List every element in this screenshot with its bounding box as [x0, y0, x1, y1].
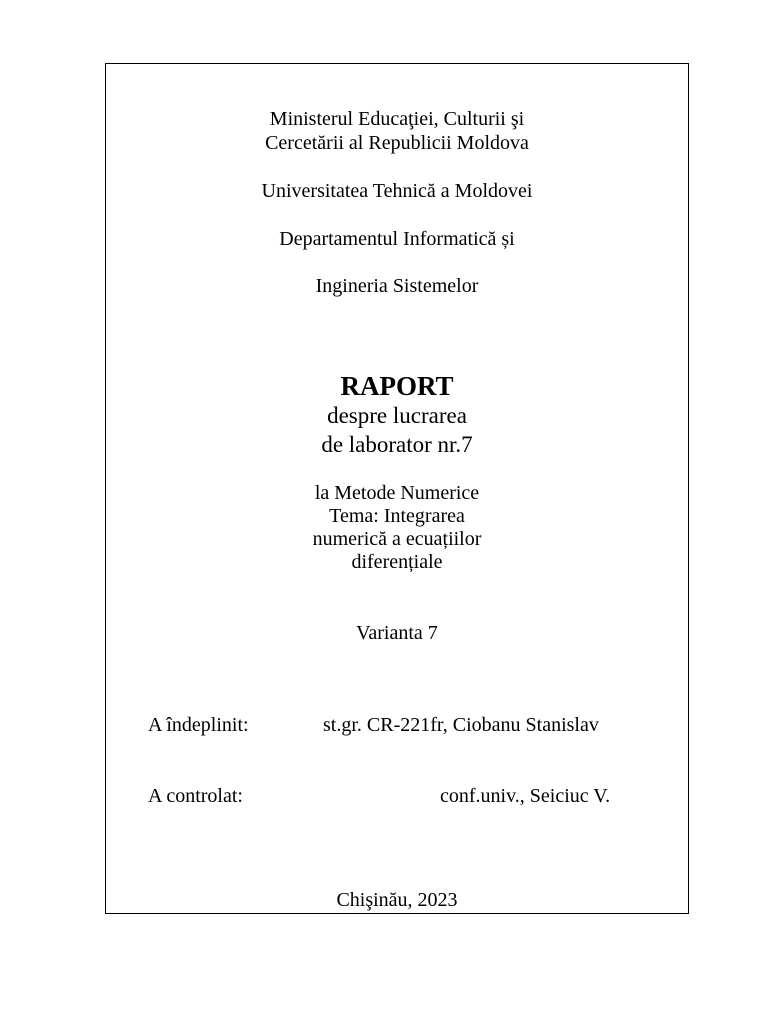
- topic-line-3: diferențiale: [351, 551, 443, 573]
- ministry-line-1: Ministerul Educaţiei, Culturii şi: [269, 108, 525, 130]
- topic-line-1: Tema: Integrarea: [329, 505, 465, 527]
- report-subtitle-line-2: de laborator nr.7: [321, 432, 473, 457]
- department-line-1: Departamentul Informatică și: [279, 228, 515, 250]
- report-subtitle-line-1: despre lucrarea: [327, 403, 467, 428]
- department-line-2: Ingineria Sistemelor: [315, 275, 479, 297]
- checked-value: conf.univ., Seiciuc V.: [440, 785, 611, 807]
- course-name: la Metode Numerice: [314, 482, 480, 504]
- checked-label: A controlat:: [148, 785, 243, 807]
- university-name: Universitatea Tehnică a Moldovei: [261, 180, 533, 202]
- place-date: Chişinău, 2023: [336, 889, 458, 911]
- performed-value: st.gr. CR-221fr, Ciobanu Stanislav: [323, 714, 599, 736]
- performed-label: A îndeplinit:: [148, 714, 249, 736]
- report-title: RAPORT: [340, 371, 454, 401]
- topic-line-2: numerică a ecuațiilor: [312, 528, 482, 550]
- variant-label: Varianta 7: [356, 622, 438, 644]
- ministry-line-2: Cercetării al Republicii Moldova: [265, 132, 529, 154]
